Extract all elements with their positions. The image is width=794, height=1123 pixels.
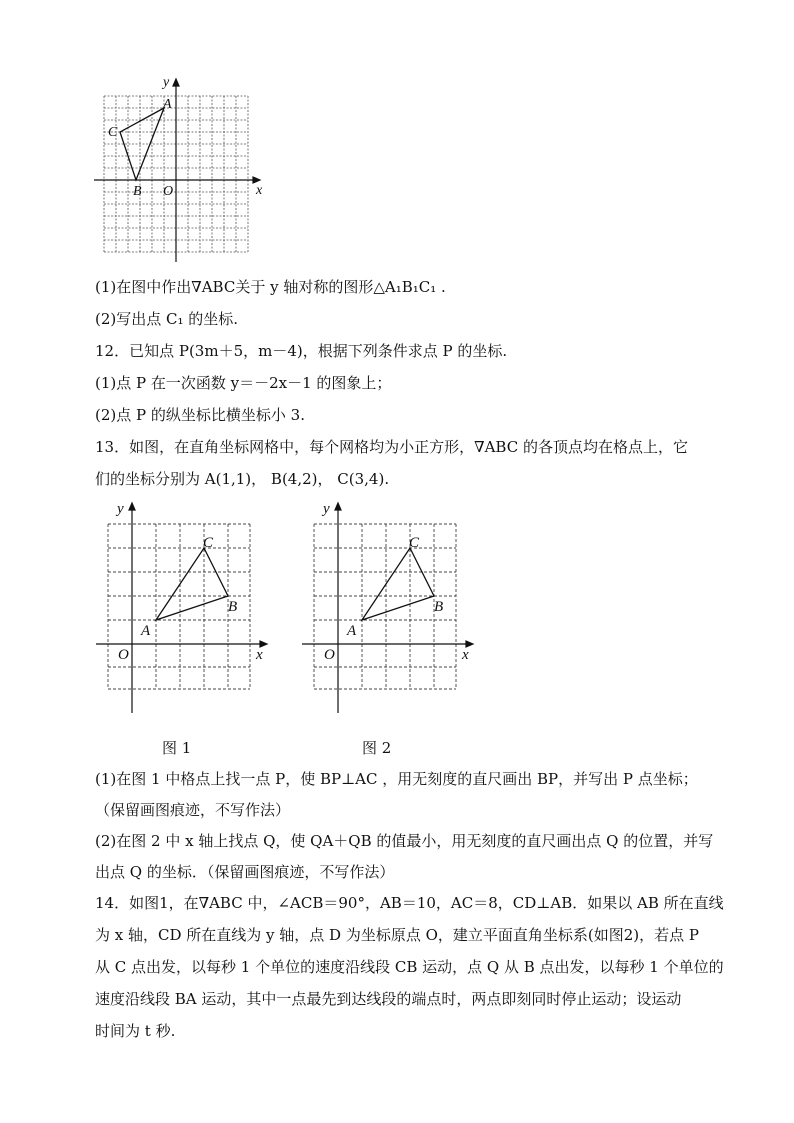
q14-line2: 为 x 轴，CD 所在直线为 y 轴，点 D 为坐标原点 O，建立平面直角坐标系(如图2)，若点 P: [95, 926, 700, 944]
vertex-c-label: C: [203, 535, 214, 551]
origin-label: O: [163, 184, 174, 199]
q14-line1: 14．如图1，在∇ABC 中，∠ACB＝90°，AB＝10，AC＝8，CD⊥AB．如果以 AB 所在直线: [95, 894, 724, 912]
q12-part2: (2)点 P 的纵坐标比横坐标小 3.: [95, 406, 305, 424]
figure-2-caption: 图 2: [362, 739, 392, 757]
q13-stem-line1: 13．如图，在直角坐标网格中，每个网格均为小正方形，∇ABC 的各顶点均在格点上，它: [95, 438, 688, 456]
figure-1-caption: 图 1: [162, 739, 192, 757]
x-axis-label: x: [462, 647, 469, 663]
q14-line5: 时间为 t 秒.: [95, 1022, 176, 1040]
origin-label: O: [324, 647, 335, 663]
axes: [302, 503, 473, 713]
q13-part2-line1: (2)在图 2 中 x 轴上找点 Q，使 QA＋QB 的值最小，用无刻度的直尺画出点 Q 的位置，并写: [95, 832, 714, 850]
y-axis-label: y: [163, 75, 170, 90]
origin-label: O: [118, 647, 129, 663]
q14-line3: 从 C 点出发，以每秒 1 个单位的速度沿线段 CB 运动，点 Q 从 B 点出发，以每秒 1 个单位的: [95, 958, 724, 976]
y-axis-label: y: [117, 501, 124, 517]
vertex-a-label: A: [141, 623, 151, 639]
x-axis-label: x: [256, 183, 263, 198]
q13-part1-line1: (1)在图 1 中格点上找一点 P，使 BP⊥AC ，用无刻度的直尺画出 BP，并写出 P 点坐标；: [95, 770, 698, 788]
y-axis-label: y: [323, 501, 330, 517]
vertex-b-label: B: [133, 184, 142, 199]
vertex-c-label: C: [108, 125, 118, 140]
triangle-abc: [362, 548, 434, 620]
vertex-a-label: A: [347, 623, 357, 639]
q13-figure-2: [296, 497, 486, 719]
q11-part2: (2)写出点 C₁ 的坐标.: [95, 310, 239, 328]
vertex-b-label: B: [228, 599, 238, 615]
q13-figure-1: [90, 497, 280, 719]
q14-line4: 速度沿线段 BA 运动，其中一点最先到达线段的端点时，两点即刻同时停止运动；设运动: [95, 990, 682, 1008]
q12-part1: (1)点 P 在一次函数 y＝－2x－1 的图象上；: [95, 374, 392, 392]
vertex-b-label: B: [434, 599, 444, 615]
triangle-abc: [156, 548, 228, 620]
q13-stem-line2: 们的坐标分别为 A(1,1)， B(4,2)， C(3,4).: [95, 470, 390, 488]
axes: [96, 503, 267, 713]
vertex-c-label: C: [409, 535, 420, 551]
q11-grid-figure: [90, 72, 275, 267]
q12-stem: 12．已知点 P(3m＋5，m－4)，根据下列条件求点 P 的坐标.: [95, 342, 508, 360]
q11-part1: (1)在图中作出∇ABC关于 y 轴对称的图形△A₁B₁C₁ .: [95, 278, 446, 296]
x-axis-label: x: [256, 647, 263, 663]
q13-part1-line2: （保留画图痕迹，不写作法）: [95, 801, 291, 819]
vertex-a-label: A: [163, 97, 172, 112]
q13-part2-line2: 出点 Q 的坐标．（保留画图痕迹，不写作法）: [95, 863, 395, 881]
axes: [94, 79, 260, 262]
